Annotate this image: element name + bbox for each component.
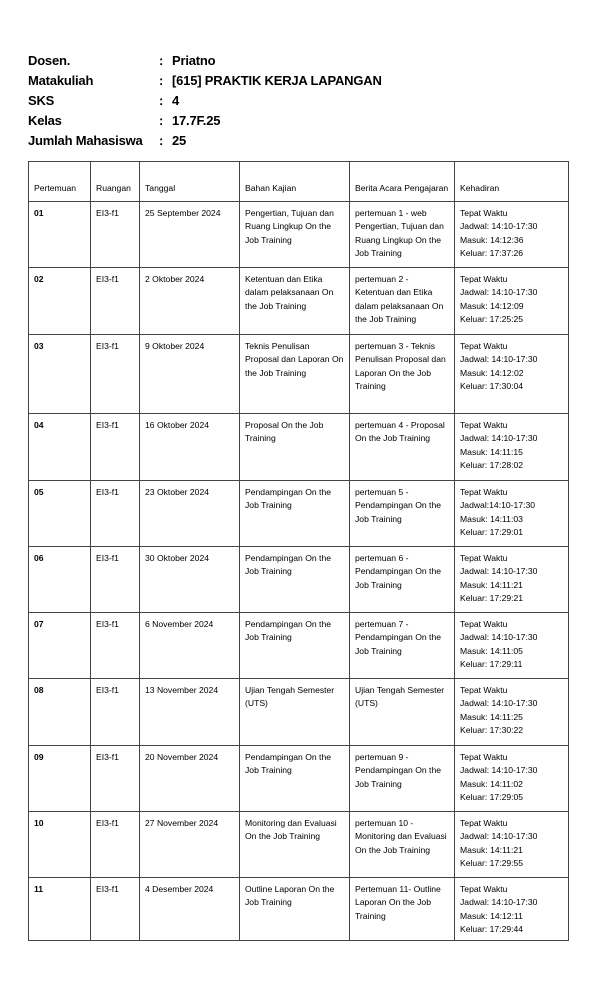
teaching-report: pertemuan 10 - Monitoring dan Evaluasi On the Job Training [350,812,455,878]
info-row-kelas: Kelas : 17.7F.25 [28,112,221,128]
attendance [455,746,569,812]
study-material: Pendampingan On the Job Training [240,746,350,812]
info-label: Dosen. [28,52,71,68]
info-row-matakuliah: Matakuliah : [615] PRAKTIK KERJA LAPANGAN [28,72,382,88]
column-header: Pertemuan [29,162,91,202]
attendance-status: Tepat Waktu [460,553,508,563]
attendance-out: Keluar: 17:29:44 [460,923,524,934]
room: EI3-f1 [91,414,140,481]
teaching-report: pertemuan 3 - Teknis Penulisan Proposal dan Laporan On the Job Training [350,335,455,414]
date: 23 Oktober 2024 [140,481,240,547]
info-value: 17.7F.25 [172,112,221,128]
date: 2 Oktober 2024 [140,268,240,335]
attendance [455,414,569,481]
date: 4 Desember 2024 [140,878,240,941]
room: EI3-f1 [91,481,140,547]
attendance-status: Tepat Waktu [460,487,508,497]
info-row-sks: SKS : 4 [28,92,180,108]
attendance-out: Keluar: 17:29:55 [460,857,524,868]
table-row [29,335,569,414]
column-header: Ruangan [91,162,140,202]
room: EI3-f1 [91,679,140,746]
table-row [29,679,569,746]
study-material: Outline Laporan On the Job Training [240,878,350,941]
attendance-in: Masuk: 14:11:21 [460,579,523,590]
attendance-status: Tepat Waktu [460,208,508,218]
study-material: Pendampingan On the Job Training [240,547,350,613]
study-material: Proposal On the Job Training [240,414,350,481]
room: EI3-f1 [91,335,140,414]
attendance-schedule: Jadwal: 14:10-17:30 [460,287,538,298]
attendance [455,547,569,613]
attendance-out: Keluar: 17:29:21 [460,592,524,603]
attendance [455,202,569,268]
attendance-in: Masuk: 14:12:11 [460,910,523,921]
attendance-out: Keluar: 17:30:04 [460,380,524,391]
attendance-schedule: Jadwal: 14:10-17:30 [460,698,538,709]
table-row [29,547,569,613]
attendance [455,481,569,547]
table-row [29,481,569,547]
attendance-status: Tepat Waktu [460,818,508,828]
date: 6 November 2024 [140,613,240,679]
date: 13 November 2024 [140,679,240,746]
date: 16 Oktober 2024 [140,414,240,481]
attendance [455,613,569,679]
column-header: Tanggal [140,162,240,202]
info-value: 4 [172,92,180,108]
study-material: Pendampingan On the Job Training [240,613,350,679]
attendance-in: Masuk: 14:12:36 [460,234,524,245]
room: EI3-f1 [91,878,140,941]
meeting-number: 11 [29,878,91,941]
meeting-number: 08 [29,679,91,746]
attendance [455,268,569,335]
attendance [455,679,569,746]
date: 25 September 2024 [140,202,240,268]
teaching-report: pertemuan 5 - Pendampingan On the Job Training [350,481,455,547]
attendance-schedule: Jadwal: 14:10-17:30 [460,433,538,444]
attendance-in: Masuk: 14:11:02 [460,778,523,789]
attendance-schedule: Jadwal: 14:10-17:30 [460,566,538,577]
attendance-status: Tepat Waktu [460,274,508,284]
attendance-schedule: Jadwal: 14:10-17:30 [460,765,538,776]
table-row [29,746,569,812]
study-material: Ketentuan dan Etika dalam pelaksanaan On the Job Training [240,268,350,335]
attendance-status: Tepat Waktu [460,341,508,351]
teaching-report: pertemuan 1 - web Pengertian, Tujuan dan Ruang Lingkup On the Job Training [350,202,455,268]
attendance-status: Tepat Waktu [460,420,508,430]
meeting-number: 02 [29,268,91,335]
meeting-table [28,161,569,941]
info-label: Jumlah Mahasiswa [28,132,143,148]
attendance [455,335,569,414]
meeting-number: 10 [29,812,91,878]
teaching-report: pertemuan 6 - Pendampingan On the Job Training [350,547,455,613]
date: 30 Oktober 2024 [140,547,240,613]
attendance-schedule: Jadwal: 14:10-17:30 [460,831,538,842]
attendance-out: Keluar: 17:28:02 [460,459,524,470]
date: 20 November 2024 [140,746,240,812]
date: 27 November 2024 [140,812,240,878]
meeting-number: 01 [29,202,91,268]
study-material: Pendampingan On the Job Training [240,481,350,547]
attendance-out: Keluar: 17:29:01 [460,526,524,537]
room: EI3-f1 [91,202,140,268]
teaching-report: pertemuan 7 - Pendampingan On the Job Training [350,613,455,679]
info-label: SKS [28,92,55,108]
info-label: Kelas [28,112,62,128]
attendance-status: Tepat Waktu [460,619,508,629]
teaching-report: pertemuan 4 - Proposal On the Job Training [350,414,455,481]
course-info-header [28,50,382,150]
meeting-number: 07 [29,613,91,679]
attendance-out: Keluar: 17:25:25 [460,313,524,324]
attendance-schedule: Jadwal: 14:10-17:30 [460,632,538,643]
info-value: Priatno [172,52,216,68]
table-header-row [29,162,569,202]
table-row [29,268,569,335]
attendance-schedule: Jadwal: 14:10-17:30 [460,897,538,908]
attendance-schedule: Jadwal: 14:10-17:30 [460,354,538,365]
attendance [455,812,569,878]
attendance-in: Masuk: 14:12:09 [460,300,524,311]
attendance-schedule: Jadwal:14:10-17:30 [460,500,536,511]
study-material: Ujian Tengah Semester (UTS) [240,679,350,746]
table-row [29,878,569,941]
info-row-dosen: Dosen. : Priatno [28,52,216,68]
attendance-status: Tepat Waktu [460,884,508,894]
info-value: 25 [172,132,187,148]
table-row [29,202,569,268]
attendance-out: Keluar: 17:29:11 [460,658,523,669]
column-header: Bahan Kajian [240,162,350,202]
study-material: Pengertian, Tujuan dan Ruang Lingkup On the Job Training [240,202,350,268]
table-row [29,812,569,878]
column-header: Kehadiran [455,162,569,202]
meeting-number: 05 [29,481,91,547]
room: EI3-f1 [91,547,140,613]
study-material: Teknis Penulisan Proposal dan Laporan On the Job Training [240,335,350,414]
attendance-out: Keluar: 17:30:22 [460,724,524,735]
meeting-number: 04 [29,414,91,481]
room: EI3-f1 [91,812,140,878]
table-row [29,613,569,679]
room: EI3-f1 [91,268,140,335]
attendance-in: Masuk: 14:11:05 [460,645,523,656]
attendance-schedule: Jadwal: 14:10-17:30 [460,221,538,232]
room: EI3-f1 [91,613,140,679]
attendance-in: Masuk: 14:11:25 [460,711,523,722]
teaching-report: Ujian Tengah Semester (UTS) [350,679,455,746]
attendance-status: Tepat Waktu [460,752,508,762]
info-row-jumlah-mahasiswa: Jumlah Mahasiswa : 25 [28,132,187,148]
meeting-number: 03 [29,335,91,414]
room: EI3-f1 [91,746,140,812]
table-row [29,414,569,481]
meeting-number: 09 [29,746,91,812]
attendance-in: Masuk: 14:11:03 [460,513,523,524]
date: 9 Oktober 2024 [140,335,240,414]
attendance-in: Masuk: 14:11:21 [460,844,523,855]
attendance-out: Keluar: 17:37:26 [460,247,524,258]
column-header: Berita Acara Pengajaran [350,162,455,202]
info-label: Matakuliah [28,72,94,88]
info-value: [615] PRAKTIK KERJA LAPANGAN [172,72,382,88]
attendance-status: Tepat Waktu [460,685,508,695]
teaching-report: pertemuan 2 - Ketentuan dan Etika dalam pelaksanaan On the Job Training [350,268,455,335]
study-material: Monitoring dan Evaluasi On the Job Training [240,812,350,878]
attendance-in: Masuk: 14:11:15 [460,446,523,457]
attendance [455,878,569,941]
attendance-out: Keluar: 17:29:05 [460,791,524,802]
meeting-number: 06 [29,547,91,613]
teaching-report: pertemuan 9 - Pendampingan On the Job Training [350,746,455,812]
teaching-report: Pertemuan 11- Outline Laporan On the Job Training [350,878,455,941]
attendance-in: Masuk: 14:12:02 [460,367,524,378]
